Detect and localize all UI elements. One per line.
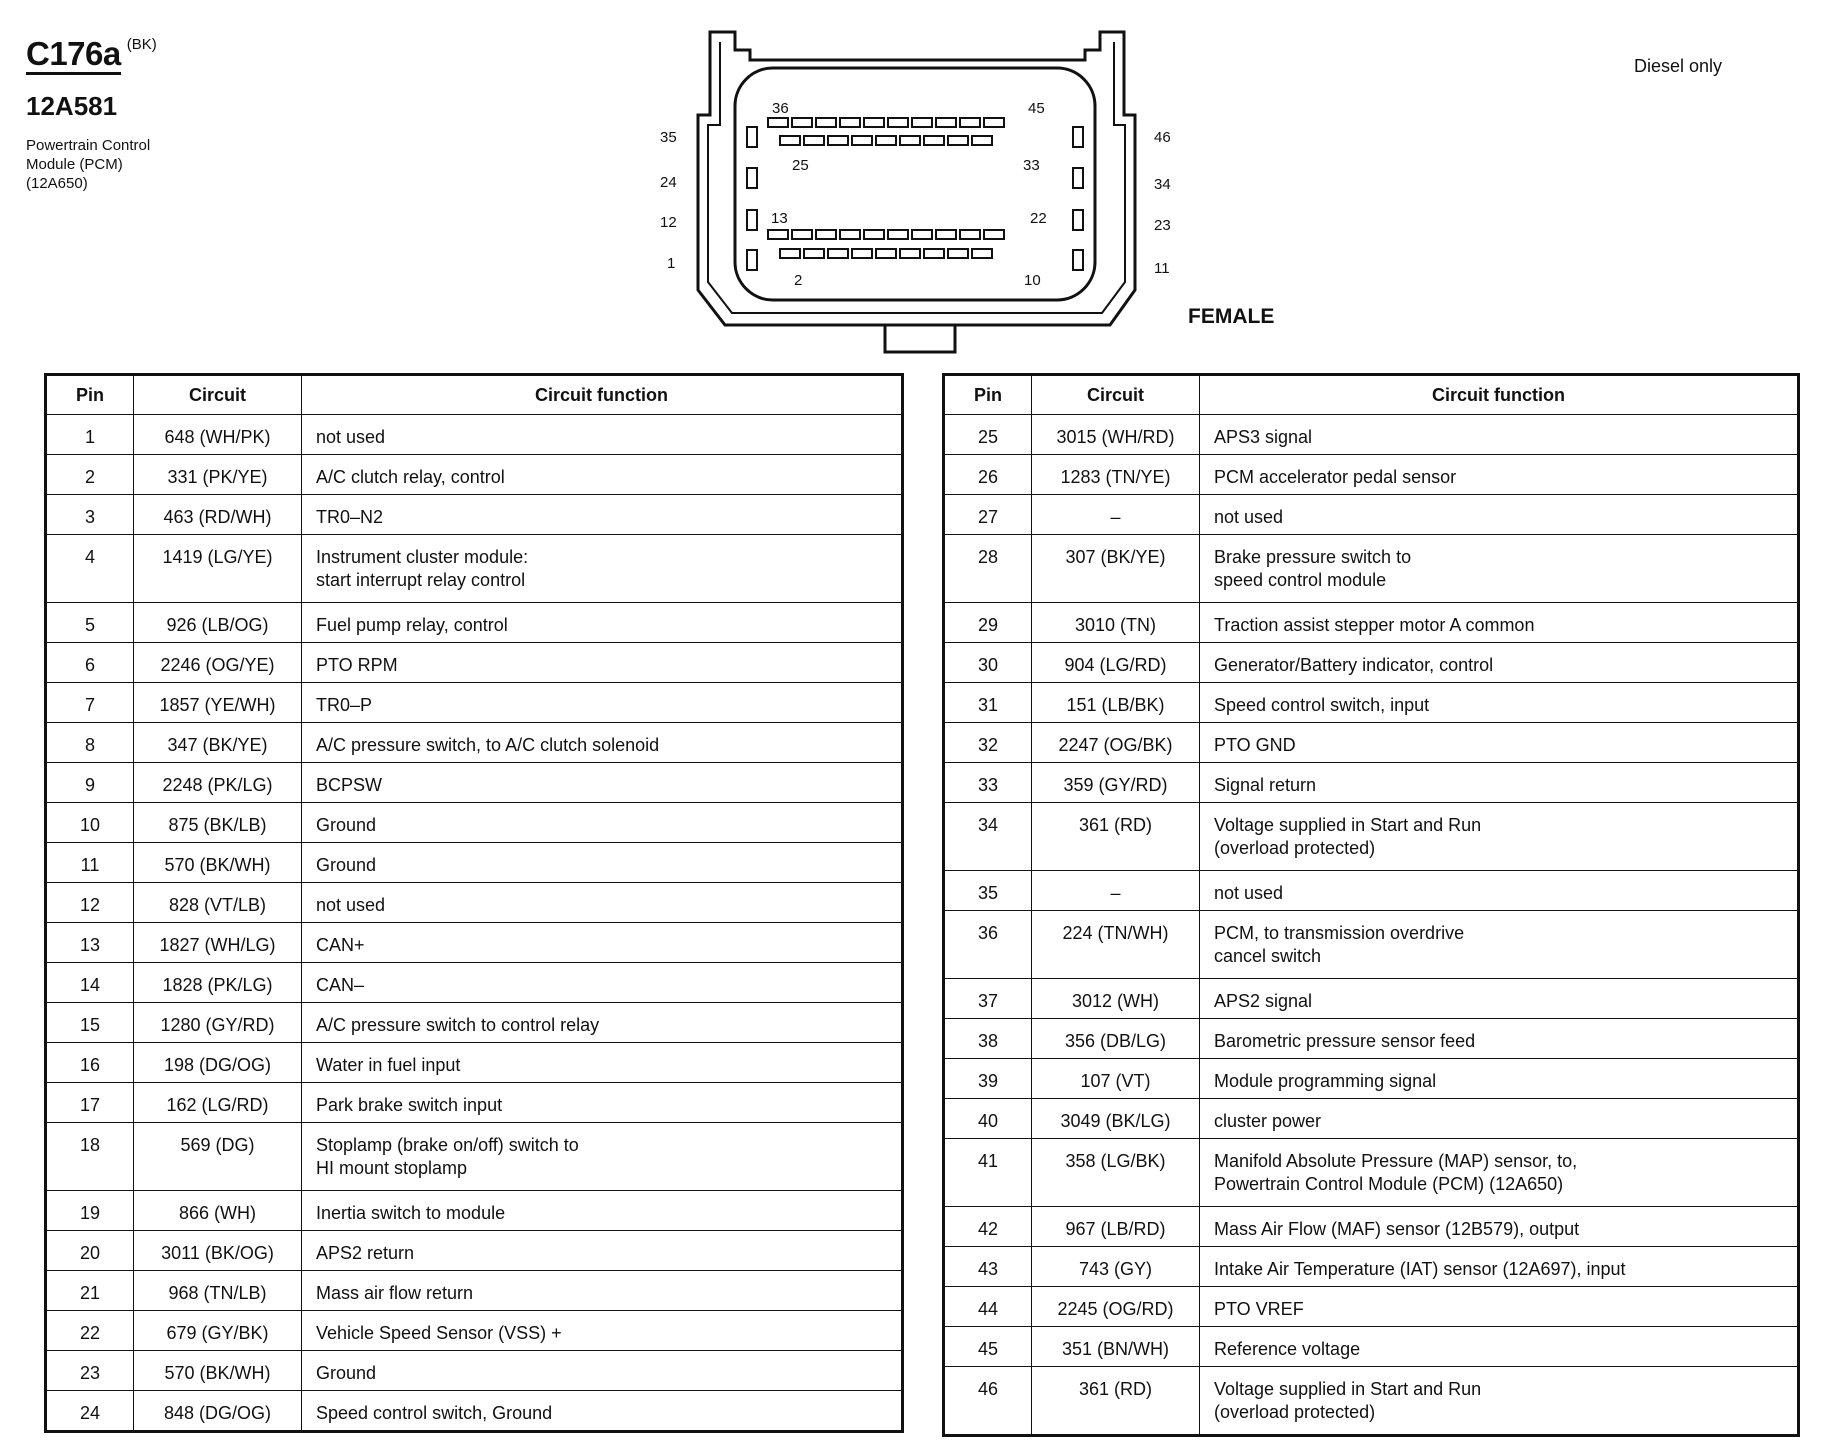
pin-cell: 2 [46, 455, 134, 495]
pin-cavity [876, 136, 896, 145]
pin-cavity [816, 230, 836, 239]
table-row [46, 803, 903, 843]
function-cell: Speed control switch, Ground [302, 1391, 903, 1432]
pin-cavity [984, 230, 1004, 239]
pin-cell: 26 [944, 455, 1032, 495]
pin-cell: 33 [944, 763, 1032, 803]
function-cell: CAN+ [302, 923, 903, 963]
pin-cavity [768, 230, 788, 239]
pin-label-23: 23 [1154, 217, 1171, 234]
pin-cavity [876, 249, 896, 258]
pin-cell: 22 [46, 1311, 134, 1351]
circuit-cell: 351 (BN/WH) [1032, 1327, 1200, 1367]
circuit-cell: 3011 (BK/OG) [134, 1231, 302, 1271]
part-number: 12A581 [26, 91, 118, 121]
function-cell: Mass air flow return [302, 1271, 903, 1311]
pin-cavity [852, 136, 872, 145]
circuit-cell: 2247 (OG/BK) [1032, 723, 1200, 763]
pin-cell: 36 [944, 911, 1032, 979]
pin-cell: 21 [46, 1271, 134, 1311]
circuit-cell: 361 (RD) [1032, 803, 1200, 871]
side-pin-cavity [747, 127, 757, 147]
col-header-circuit: Circuit [134, 375, 302, 415]
circuit-cell: 3015 (WH/RD) [1032, 415, 1200, 455]
pin-cavity [816, 118, 836, 127]
pin-cell: 12 [46, 883, 134, 923]
pin-cell: 41 [944, 1139, 1032, 1207]
circuit-cell: – [1032, 871, 1200, 911]
function-cell: not used [1200, 871, 1799, 911]
connector-gender: FEMALE [1188, 305, 1275, 328]
pin-label-22: 22 [1030, 210, 1047, 227]
circuit-cell: 1857 (YE/WH) [134, 683, 302, 723]
col-header-function: Circuit function [302, 375, 903, 415]
pin-cavity [840, 118, 860, 127]
pin-cavity [828, 136, 848, 145]
function-cell: TR0–N2 [302, 495, 903, 535]
circuit-cell: 361 (RD) [1032, 1367, 1200, 1436]
function-cell: Water in fuel input [302, 1043, 903, 1083]
pin-label-25: 25 [792, 157, 809, 174]
connector-header [26, 36, 206, 193]
pin-cavity [780, 136, 800, 145]
pin-cell: 42 [944, 1207, 1032, 1247]
pin-cell: 19 [46, 1191, 134, 1231]
pin-cavity [852, 249, 872, 258]
pin-cell: 37 [944, 979, 1032, 1019]
pin-cavity [972, 249, 992, 258]
table-row [46, 1351, 903, 1391]
pin-cell: 10 [46, 803, 134, 843]
function-cell: not used [302, 415, 903, 455]
pin-label-35: 35 [660, 129, 677, 146]
col-header-circuit: Circuit [1032, 375, 1200, 415]
table-row [944, 683, 1799, 723]
pin-cavity [888, 230, 908, 239]
function-cell: Ground [302, 843, 903, 883]
function-cell: A/C pressure switch to control relay [302, 1003, 903, 1043]
pin-cavity [972, 136, 992, 145]
pin-cell: 24 [46, 1391, 134, 1432]
function-cell: Speed control switch, input [1200, 683, 1799, 723]
circuit-cell: 3010 (TN) [1032, 603, 1200, 643]
pin-cavity [888, 118, 908, 127]
pin-cell: 18 [46, 1123, 134, 1191]
pin-label-1: 1 [667, 255, 676, 272]
circuit-cell: 2248 (PK/LG) [134, 763, 302, 803]
table-row [46, 1043, 903, 1083]
function-cell: Module programming signal [1200, 1059, 1799, 1099]
variant-note: Diesel only [1634, 56, 1723, 76]
function-cell: Reference voltage [1200, 1327, 1799, 1367]
pin-cavity [768, 118, 788, 127]
circuit-cell: 1419 (LG/YE) [134, 535, 302, 603]
pin-cell: 40 [944, 1099, 1032, 1139]
function-cell: Inertia switch to module [302, 1191, 903, 1231]
side-pin-cavity [1073, 210, 1083, 230]
side-pin-cavity [1073, 168, 1083, 188]
table-row [944, 415, 1799, 455]
table-row [944, 535, 1799, 603]
table-row [944, 643, 1799, 683]
pin-cavity [804, 249, 824, 258]
pin-cavity [984, 118, 1004, 127]
table-row [944, 1327, 1799, 1367]
circuit-cell: 151 (LB/BK) [1032, 683, 1200, 723]
circuit-cell: 1280 (GY/RD) [134, 1003, 302, 1043]
table-row [944, 911, 1799, 979]
pin-label-2: 2 [794, 272, 803, 289]
function-cell: Signal return [1200, 763, 1799, 803]
function-cell: Fuel pump relay, control [302, 603, 903, 643]
connector-face-diagram [640, 20, 1200, 360]
table-row [944, 871, 1799, 911]
table-row [46, 1003, 903, 1043]
pin-cell: 25 [944, 415, 1032, 455]
circuit-cell: 866 (WH) [134, 1191, 302, 1231]
pin-cell: 13 [46, 923, 134, 963]
function-cell: A/C clutch relay, control [302, 455, 903, 495]
pin-cavity [936, 230, 956, 239]
pin-cavity [900, 136, 920, 145]
table-row [944, 1207, 1799, 1247]
pin-label-34: 34 [1154, 176, 1171, 193]
pin-cavity [924, 136, 944, 145]
pin-cell: 6 [46, 643, 134, 683]
table-row [46, 455, 903, 495]
circuit-cell: 679 (GY/BK) [134, 1311, 302, 1351]
circuit-cell: 904 (LG/RD) [1032, 643, 1200, 683]
table-row [944, 803, 1799, 871]
circuit-cell: 347 (BK/YE) [134, 723, 302, 763]
table-row [46, 963, 903, 1003]
pin-label-46: 46 [1154, 129, 1171, 146]
pin-cell: 35 [944, 871, 1032, 911]
module-description: Powertrain Control Module (PCM) (12A650) [26, 137, 151, 192]
function-cell: Park brake switch input [302, 1083, 903, 1123]
pin-cavity [948, 136, 968, 145]
function-cell: Mass Air Flow (MAF) sensor (12B579), output [1200, 1207, 1799, 1247]
function-cell: Intake Air Temperature (IAT) sensor (12A697), input [1200, 1247, 1799, 1287]
side-pin-cavity [1073, 250, 1083, 270]
circuit-cell: 828 (VT/LB) [134, 883, 302, 923]
function-cell: Barometric pressure sensor feed [1200, 1019, 1799, 1059]
table-row [46, 415, 903, 455]
table-row [944, 1139, 1799, 1207]
table-row [944, 603, 1799, 643]
circuit-cell: 2245 (OG/RD) [1032, 1287, 1200, 1327]
table-row [944, 1099, 1799, 1139]
function-cell: Manifold Absolute Pressure (MAP) sensor, to, Powertrain Control Module (PCM) (12A650) [1200, 1139, 1799, 1207]
connector-id: C176a [26, 36, 121, 75]
pin-label-33: 33 [1023, 157, 1040, 174]
pin-cavity [912, 230, 932, 239]
pin-cell: 20 [46, 1231, 134, 1271]
pin-cavity [912, 118, 932, 127]
function-cell: APS3 signal [1200, 415, 1799, 455]
function-cell: Traction assist stepper motor A common [1200, 603, 1799, 643]
pin-cell: 34 [944, 803, 1032, 871]
pin-cell: 39 [944, 1059, 1032, 1099]
circuit-cell: 1828 (PK/LG) [134, 963, 302, 1003]
function-cell: not used [302, 883, 903, 923]
circuit-cell: 926 (LB/OG) [134, 603, 302, 643]
function-cell: Generator/Battery indicator, control [1200, 643, 1799, 683]
table-row [46, 495, 903, 535]
circuit-cell: 359 (GY/RD) [1032, 763, 1200, 803]
function-cell: cluster power [1200, 1099, 1799, 1139]
pin-label-13: 13 [771, 210, 788, 227]
pin-cell: 17 [46, 1083, 134, 1123]
table-row [46, 763, 903, 803]
table-row [46, 683, 903, 723]
circuit-cell: 2246 (OG/YE) [134, 643, 302, 683]
pin-cell: 11 [46, 843, 134, 883]
table-row [46, 1123, 903, 1191]
pin-cavity [864, 118, 884, 127]
table-row [46, 1191, 903, 1231]
circuit-cell: 743 (GY) [1032, 1247, 1200, 1287]
circuit-cell: 162 (LG/RD) [134, 1083, 302, 1123]
table-header-row [944, 375, 1799, 415]
table-row [46, 723, 903, 763]
function-cell: BCPSW [302, 763, 903, 803]
pin-cell: 5 [46, 603, 134, 643]
circuit-cell: 307 (BK/YE) [1032, 535, 1200, 603]
pin-cell: 4 [46, 535, 134, 603]
pin-label-45: 45 [1028, 100, 1045, 117]
circuit-cell: 968 (TN/LB) [134, 1271, 302, 1311]
pin-cavity [936, 118, 956, 127]
function-cell: PTO GND [1200, 723, 1799, 763]
table-row [46, 1271, 903, 1311]
pinout-table-left [44, 373, 904, 1433]
table-row [944, 1059, 1799, 1099]
pin-cell: 16 [46, 1043, 134, 1083]
circuit-cell: 1827 (WH/LG) [134, 923, 302, 963]
housing-outline [698, 32, 1135, 352]
table-row [944, 763, 1799, 803]
pin-label-12: 12 [660, 214, 677, 231]
table-row [944, 1019, 1799, 1059]
table-row [46, 643, 903, 683]
function-cell: TR0–P [302, 683, 903, 723]
table-row [46, 1311, 903, 1351]
table-row [46, 603, 903, 643]
circuit-cell: 875 (BK/LB) [134, 803, 302, 843]
pin-cell: 7 [46, 683, 134, 723]
table-row [46, 1391, 903, 1432]
pin-cavity [924, 249, 944, 258]
circuit-cell: 569 (DG) [134, 1123, 302, 1191]
pin-label-10: 10 [1024, 272, 1041, 289]
function-cell: Ground [302, 1351, 903, 1391]
pin-cell: 1 [46, 415, 134, 455]
col-header-pin: Pin [46, 375, 134, 415]
pin-cavity [840, 230, 860, 239]
pin-cavity [828, 249, 848, 258]
side-pin-cavity [1073, 127, 1083, 147]
pin-cell: 23 [46, 1351, 134, 1391]
table-row [944, 723, 1799, 763]
latch-tab [885, 325, 955, 352]
function-cell: CAN– [302, 963, 903, 1003]
table-row [944, 1367, 1799, 1436]
function-cell: APS2 return [302, 1231, 903, 1271]
pin-cell: 30 [944, 643, 1032, 683]
pin-cell: 27 [944, 495, 1032, 535]
function-cell: Ground [302, 803, 903, 843]
circuit-cell: 224 (TN/WH) [1032, 911, 1200, 979]
function-cell: A/C pressure switch, to A/C clutch solenoid [302, 723, 903, 763]
circuit-cell: 358 (LG/BK) [1032, 1139, 1200, 1207]
circuit-cell: 463 (RD/WH) [134, 495, 302, 535]
side-pin-cavity [747, 250, 757, 270]
circuit-cell: 331 (PK/YE) [134, 455, 302, 495]
table-row [944, 455, 1799, 495]
pin-cell: 28 [944, 535, 1032, 603]
circuit-cell: 570 (BK/WH) [134, 843, 302, 883]
function-cell: PCM accelerator pedal sensor [1200, 455, 1799, 495]
pin-cavity [948, 249, 968, 258]
table-row [944, 979, 1799, 1019]
circuit-cell: 648 (WH/PK) [134, 415, 302, 455]
circuit-cell: 3049 (BK/LG) [1032, 1099, 1200, 1139]
table-row [944, 1247, 1799, 1287]
pin-cavity [864, 230, 884, 239]
pin-cavity [780, 249, 800, 258]
pin-cell: 31 [944, 683, 1032, 723]
table-row [46, 535, 903, 603]
pin-cell: 46 [944, 1367, 1032, 1436]
circuit-cell: 198 (DG/OG) [134, 1043, 302, 1083]
function-cell: PCM, to transmission overdrive cancel switch [1200, 911, 1799, 979]
circuit-cell: 1283 (TN/YE) [1032, 455, 1200, 495]
pin-cell: 45 [944, 1327, 1032, 1367]
housing-inner-line [708, 42, 1125, 313]
table-row [944, 1287, 1799, 1327]
pin-cavity [792, 118, 812, 127]
table-row [46, 1231, 903, 1271]
function-cell: APS2 signal [1200, 979, 1799, 1019]
pin-cavity [804, 136, 824, 145]
pin-cell: 3 [46, 495, 134, 535]
table-row [944, 495, 1799, 535]
pin-cell: 9 [46, 763, 134, 803]
pin-cell: 15 [46, 1003, 134, 1043]
function-cell: PTO RPM [302, 643, 903, 683]
function-cell: PTO VREF [1200, 1287, 1799, 1327]
pin-cell: 43 [944, 1247, 1032, 1287]
function-cell: Voltage supplied in Start and Run (overload protected) [1200, 803, 1799, 871]
pin-label-24: 24 [660, 174, 677, 191]
pin-cell: 44 [944, 1287, 1032, 1327]
table-header-row [46, 375, 903, 415]
function-cell: Stoplamp (brake on/off) switch to HI mount stoplamp [302, 1123, 903, 1191]
circuit-cell: 967 (LB/RD) [1032, 1207, 1200, 1247]
pin-cell: 29 [944, 603, 1032, 643]
connector-color: (BK) [126, 36, 157, 53]
pin-cell: 14 [46, 963, 134, 1003]
pin-label-11: 11 [1154, 260, 1170, 277]
pin-cavities [747, 118, 1083, 270]
pinout-table-right [942, 373, 1800, 1437]
function-cell: Voltage supplied in Start and Run (overload protected) [1200, 1367, 1799, 1436]
pin-cell: 8 [46, 723, 134, 763]
pin-cell: 32 [944, 723, 1032, 763]
col-header-pin: Pin [944, 375, 1032, 415]
table-row [46, 1083, 903, 1123]
side-pin-cavity [747, 168, 757, 188]
circuit-cell: 570 (BK/WH) [134, 1351, 302, 1391]
function-cell: Vehicle Speed Sensor (VSS) + [302, 1311, 903, 1351]
col-header-function: Circuit function [1200, 375, 1799, 415]
pin-label-36: 36 [772, 100, 789, 117]
table-row [46, 883, 903, 923]
table-row [46, 923, 903, 963]
circuit-cell: 107 (VT) [1032, 1059, 1200, 1099]
pin-cavity [900, 249, 920, 258]
pin-cell: 38 [944, 1019, 1032, 1059]
circuit-cell: 356 (DB/LG) [1032, 1019, 1200, 1059]
circuit-cell: 3012 (WH) [1032, 979, 1200, 1019]
side-pin-cavity [747, 210, 757, 230]
circuit-cell: – [1032, 495, 1200, 535]
pin-cavity [792, 230, 812, 239]
table-row [46, 843, 903, 883]
function-cell: not used [1200, 495, 1799, 535]
circuit-cell: 848 (DG/OG) [134, 1391, 302, 1432]
pin-cavity [960, 230, 980, 239]
function-cell: Instrument cluster module: start interrupt relay control [302, 535, 903, 603]
pin-cavity [960, 118, 980, 127]
function-cell: Brake pressure switch to speed control module [1200, 535, 1799, 603]
